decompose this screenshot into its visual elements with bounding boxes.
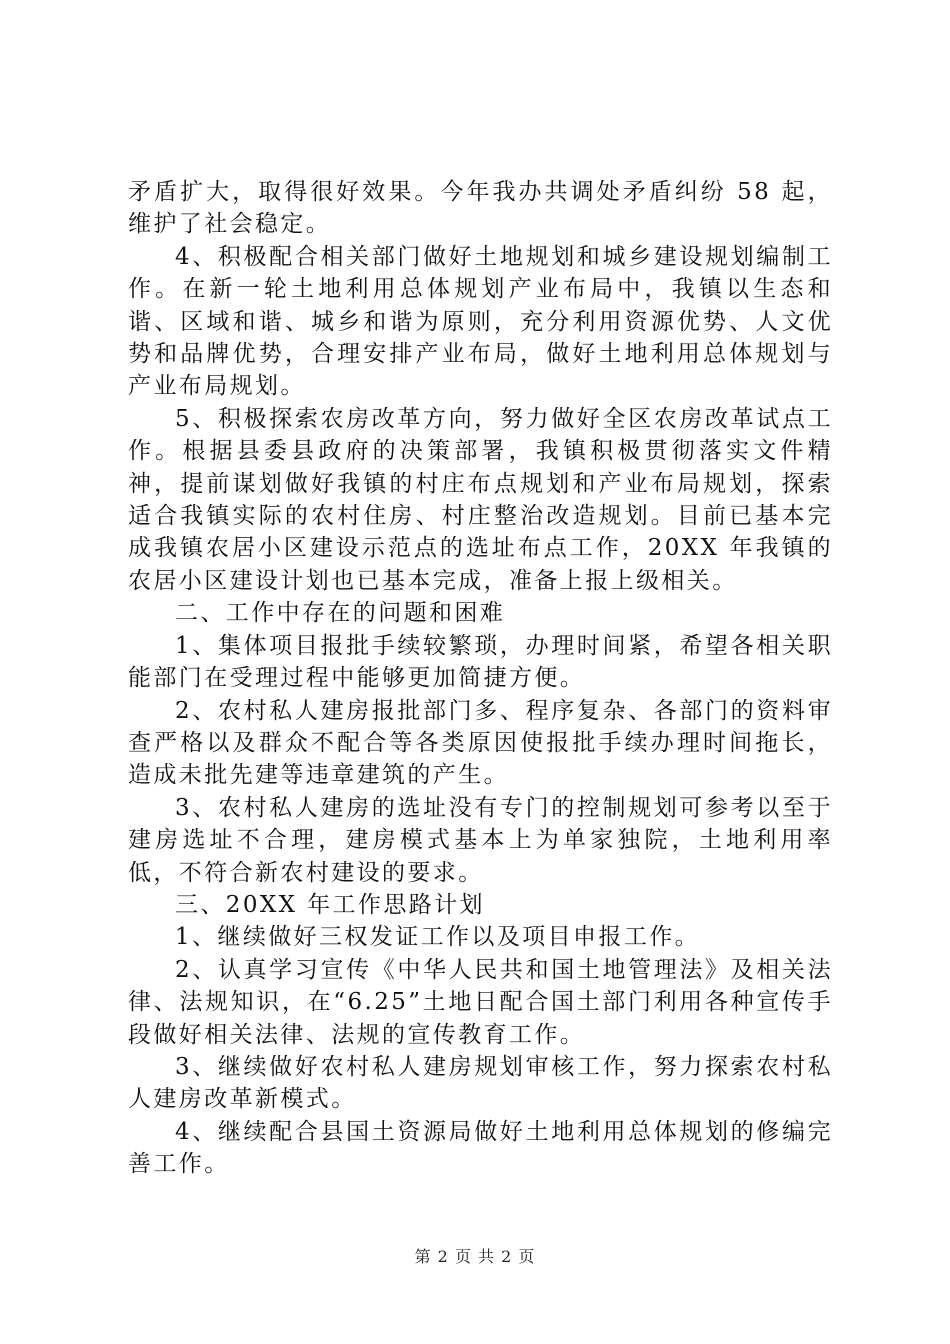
section-heading-problems: 二、工作中存在的问题和困难 bbox=[175, 600, 506, 627]
paragraph-plan-2: 2、认真学习宣传《中华人民共和国土地管理法》及相关法律、法规知识，在“6.25”土地日配合国土部门利用各种宣传手段做好相关法律、法规的宣传教育工作。 bbox=[128, 956, 833, 1048]
paragraph-item-5-housing-reform: 5、积极探索农房改革方向，努力做好全区农房改革试点工作。根据县委县政府的决策部署，我镇积极贯彻落实文件精神，提前谋划做好我镇的村庄布点规划和产业布局规划，探索适合我镇实际的农村住房、村庄整治改造规划。目前已基本完成我镇农居小区建设示范点的选址布点工作，20XX 年我镇的农居小区建设计划也已基本完成，准备上报上级相关。 bbox=[128, 405, 833, 594]
document-body bbox=[128, 176, 833, 1181]
paragraph-problem-2: 2、农村私人建房报批部门多、程序复杂、各部门的资料审查严格以及群众不配合等各类原因使报批手续办理时间拖长，造成未批先建等违章建筑的产生。 bbox=[128, 697, 833, 789]
paragraph-plan-1: 1、继续做好三权发证工作以及项目申报工作。 bbox=[175, 924, 701, 951]
paragraph-plan-4: 4、继续配合县国土资源局做好土地利用总体规划的修编完善工作。 bbox=[128, 1118, 833, 1178]
page-number-footer: 第 2 页 共 2 页 bbox=[414, 1247, 536, 1266]
paragraph-plan-3: 3、继续做好农村私人建房规划审核工作，努力探索农村私人建房改革新模式。 bbox=[128, 1053, 833, 1113]
paragraph-problem-3: 3、农村私人建房的选址没有专门的控制规划可参考以至于建房选址不合理，建房模式基本上为单家独院，土地利用率低，不符合新农村建设的要求。 bbox=[128, 794, 833, 886]
paragraph-problem-1: 1、集体项目报批手续较繁琐，办理时间紧，希望各相关职能部门在受理过程中能够更加简捷方便。 bbox=[128, 632, 833, 692]
paragraph-item-4-land-planning: 4、积极配合相关部门做好土地规划和城乡建设规划编制工作。在新一轮土地利用总体规划产业布局中，我镇以生态和谐、区域和谐、城乡和谐为原则，充分利用资源优势、人文优势和品牌优势，合理安排产业布局，做好土地利用总体规划与产业布局规划。 bbox=[128, 243, 833, 400]
paragraph-continuation: 矛盾扩大，取得很好效果。今年我办共调处矛盾纠纷 58 起，维护了社会稳定。 bbox=[128, 179, 833, 238]
section-heading-plan: 三、20XX 年工作思路计划 bbox=[175, 891, 485, 918]
